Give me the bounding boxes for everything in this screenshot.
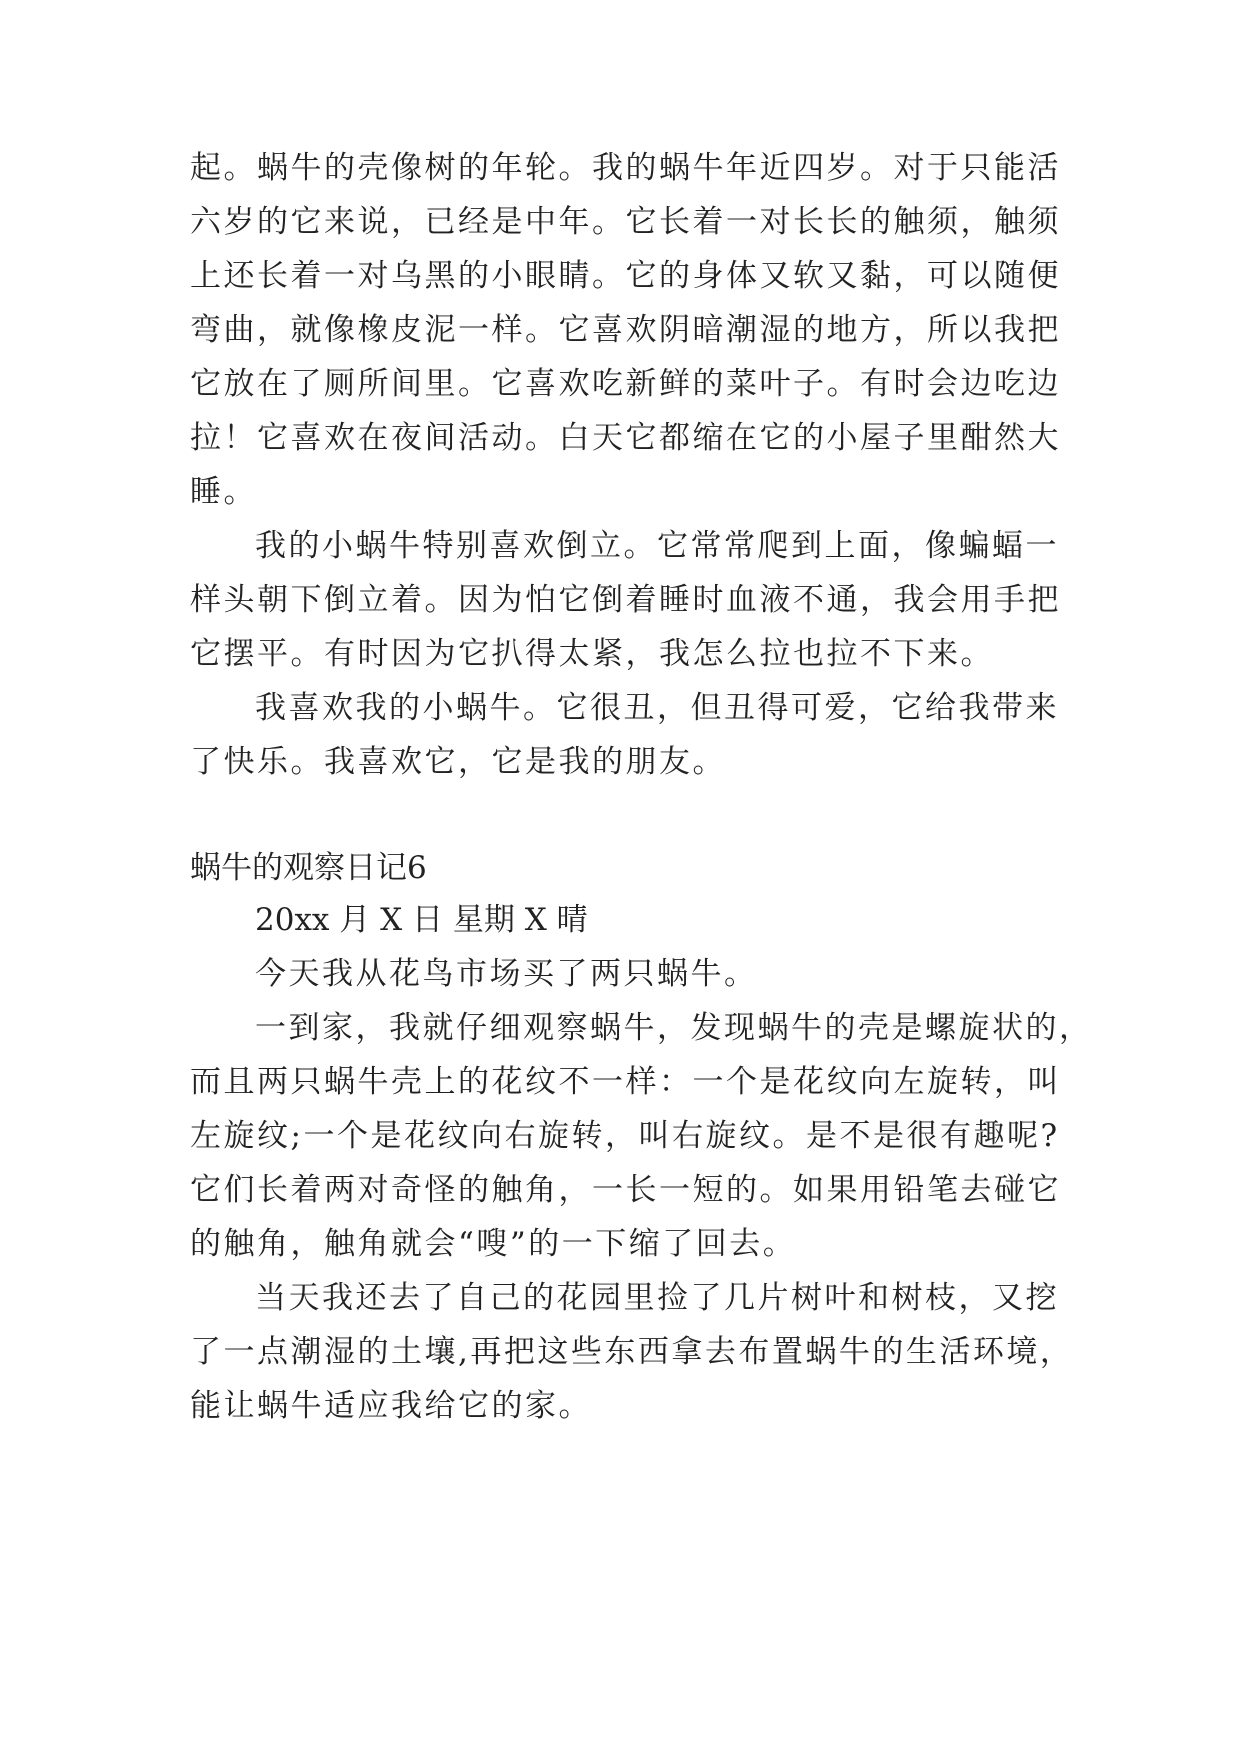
paragraph-first-line: 当天我还去了自己的花园里捡了几片树叶和树枝，又挖 xyxy=(255,1280,1059,1316)
text-line: 的触角，触角就会“嗖”的一下缩了回去。 xyxy=(190,1226,797,1262)
text-line: 弯曲，就像橡皮泥一样。它喜欢阴暗潮湿的地方，所以我把 xyxy=(190,312,1061,348)
text-line: 而且两只蜗牛壳上的花纹不一样：一个是花纹向左旋转，叫 xyxy=(190,1064,1061,1100)
paragraph-first-line: 一到家，我就仔细观察蜗牛，发现蜗牛的壳是螺旋状的， xyxy=(255,1010,1093,1046)
diary-date-line: 20xx 月 X 日 星期 X 晴 xyxy=(255,902,588,938)
text-line: 左旋纹;一个是花纹向右旋转，叫右旋纹。是不是很有趣呢? xyxy=(190,1118,1060,1154)
text-line: 样头朝下倒立着。因为怕它倒着睡时血液不通，我会用手把 xyxy=(190,582,1061,618)
paragraph-first-line: 今天我从花鸟市场买了两只蜗牛。 xyxy=(255,956,758,992)
text-line: 六岁的它来说，已经是中年。它长着一对长长的触须，触须 xyxy=(190,204,1061,240)
text-line: 它们长着两对奇怪的触角，一长一短的。如果用铅笔去碰它 xyxy=(190,1172,1061,1208)
text-line: 了快乐。我喜欢它，它是我的朋友。 xyxy=(190,744,726,780)
text-line: 了一点潮湿的土壤,再把这些东西拿去布置蜗牛的生活环境， xyxy=(190,1334,1074,1370)
text-line: 睡。 xyxy=(190,474,257,510)
diary-title: 蜗牛的观察日记6 xyxy=(190,850,427,886)
text-line: 能让蜗牛适应我给它的家。 xyxy=(190,1388,592,1424)
text-line: 它放在了厕所间里。它喜欢吃新鲜的菜叶子。有时会边吃边 xyxy=(190,366,1061,402)
text-line: 上还长着一对乌黑的小眼睛。它的身体又软又黏，可以随便 xyxy=(190,258,1061,294)
paragraph-first-line: 我的小蜗牛特别喜欢倒立。它常常爬到上面，像蝙蝠一 xyxy=(255,528,1059,564)
text-line: 拉！它喜欢在夜间活动。白天它都缩在它的小屋子里酣然大 xyxy=(190,420,1061,456)
paragraph-first-line: 我喜欢我的小蜗牛。它很丑，但丑得可爱，它给我带来 xyxy=(255,690,1059,726)
text-line: 它摆平。有时因为它扒得太紧，我怎么拉也拉不下来。 xyxy=(190,636,994,672)
text-line: 起。蜗牛的壳像树的年轮。我的蜗牛年近四岁。对于只能活 xyxy=(190,150,1061,186)
